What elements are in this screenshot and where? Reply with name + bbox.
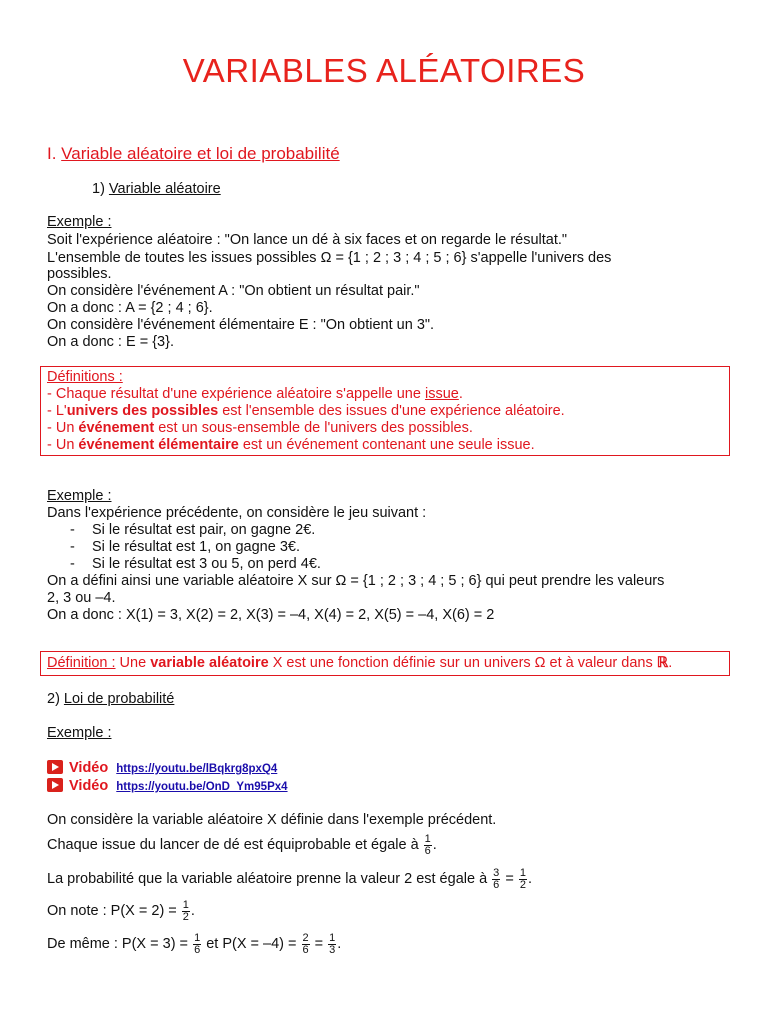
example-line: On considère l'événement élémentaire E : "On obtient un 3". bbox=[47, 317, 435, 333]
definition-evenement bbox=[47, 420, 473, 437]
example-label: Exemple : bbox=[47, 725, 112, 741]
video-label: Vidéo bbox=[69, 760, 109, 776]
denominator: 2 bbox=[182, 910, 189, 923]
denominator: 6 bbox=[302, 943, 309, 956]
definition-evenement-elementaire bbox=[47, 437, 535, 454]
prob-text: . bbox=[432, 837, 437, 853]
denominator: 6 bbox=[424, 844, 431, 857]
fraction bbox=[492, 868, 500, 891]
list-dash: - bbox=[70, 539, 75, 555]
definitions-label: Définitions : bbox=[47, 369, 123, 385]
numerator: 1 bbox=[519, 866, 526, 879]
list-item: Si le résultat est 1, on gagne 3€. bbox=[92, 539, 300, 555]
definition-univers bbox=[47, 403, 565, 420]
numerator: 2 bbox=[302, 931, 309, 944]
example-line: On a donc : X(1) = 3, X(2) = 2, X(3) = –4, X(4) = 2, X(5) = –4, X(6) = 2 bbox=[47, 607, 495, 623]
fraction bbox=[328, 933, 336, 956]
subsection-heading-1 bbox=[92, 181, 221, 198]
play-icon bbox=[47, 760, 63, 774]
example-line: 2, 3 ou –4. bbox=[47, 590, 116, 606]
prob-text: Chaque issue du lancer de dé est équiprobable et égale à bbox=[47, 837, 423, 853]
definition-text: - L' bbox=[47, 403, 67, 419]
prob-line: On considère la variable aléatoire X définie dans l'exemple précédent. bbox=[47, 812, 497, 828]
video-link-row bbox=[47, 760, 277, 778]
section-number: I. bbox=[47, 144, 62, 163]
real-numbers-symbol: ℝ bbox=[656, 655, 669, 671]
prob-line bbox=[47, 830, 437, 860]
definition-text: est un événement contenant une seule issue. bbox=[238, 437, 535, 453]
example-line: L'ensemble de toutes les issues possibles Ω = {1 ; 2 ; 3 ; 4 ; 5 ; 6} s'appelle l'univers des bbox=[47, 250, 612, 266]
fraction bbox=[193, 933, 201, 956]
video-link[interactable]: https://youtu.be/lBqkrg8pxQ4 bbox=[116, 763, 278, 775]
example-line: On a défini ainsi une variable aléatoire X sur Ω = {1 ; 2 ; 3 ; 4 ; 5 ; 6} qui peut prendre les valeurs bbox=[47, 573, 665, 589]
equals-sign: = bbox=[314, 936, 324, 952]
list-dash: - bbox=[70, 556, 75, 572]
definition-text: est l'ensemble des issues d'une expérience aléatoire. bbox=[218, 403, 565, 419]
prob-text: . bbox=[527, 871, 532, 887]
section-title: Variable aléatoire et loi de probabilité bbox=[61, 144, 340, 163]
definition-label: Définition : bbox=[47, 655, 116, 671]
subsection-number: 1) bbox=[92, 181, 109, 197]
numerator: 1 bbox=[194, 931, 201, 944]
definition-text: - Un bbox=[47, 437, 79, 453]
list-item: Si le résultat est 3 ou 5, on perd 4€. bbox=[92, 556, 321, 572]
definition-term: événement bbox=[78, 420, 155, 436]
fraction bbox=[302, 933, 310, 956]
denominator: 2 bbox=[519, 878, 526, 891]
example-label: Exemple : bbox=[47, 488, 112, 504]
definition-term: univers des possibles bbox=[66, 403, 219, 419]
numerator: 1 bbox=[329, 931, 336, 944]
prob-line bbox=[47, 929, 341, 959]
definition-issue bbox=[47, 386, 463, 403]
prob-text: et P(X = –4) = bbox=[202, 936, 301, 952]
list-dash: - bbox=[70, 522, 75, 538]
subsection-title: Loi de probabilité bbox=[63, 691, 175, 707]
video-label: Vidéo bbox=[69, 778, 109, 794]
subsection-heading-2 bbox=[47, 691, 174, 708]
example-label: Exemple : bbox=[47, 214, 112, 230]
example-intro: Dans l'expérience précédente, on considère le jeu suivant : bbox=[47, 505, 427, 521]
denominator: 6 bbox=[194, 943, 201, 956]
numerator: 1 bbox=[182, 898, 189, 911]
definition-text: est un sous-ensemble de l'univers des possibles. bbox=[154, 420, 473, 436]
equals-sign: = bbox=[505, 871, 514, 887]
definition-term: variable aléatoire bbox=[150, 655, 269, 671]
definition-term: issue bbox=[424, 386, 459, 402]
definition-text: Une bbox=[115, 655, 151, 671]
video-link[interactable]: https://youtu.be/OnD_Ym95Px4 bbox=[116, 781, 288, 793]
denominator: 6 bbox=[493, 878, 500, 891]
prob-text: . bbox=[337, 936, 342, 952]
example-line: On a donc : A = {2 ; 4 ; 6}. bbox=[47, 300, 213, 316]
definition-variable-aleatoire bbox=[47, 655, 672, 672]
prob-text: La probabilité que la variable aléatoire prenne la valeur 2 est égale à bbox=[47, 871, 492, 887]
denominator: 3 bbox=[329, 943, 336, 956]
list-item: Si le résultat est pair, on gagne 2€. bbox=[92, 522, 316, 538]
numerator: 3 bbox=[493, 866, 500, 879]
prob-line bbox=[47, 864, 532, 894]
prob-text: . bbox=[190, 903, 195, 919]
definition-text: . bbox=[458, 386, 463, 402]
page-title: VARIABLES ALÉATOIRES bbox=[182, 52, 586, 89]
subsection-number: 2) bbox=[47, 691, 64, 707]
prob-text: On note : P(X = 2) = bbox=[47, 903, 181, 919]
example-line: possibles. bbox=[47, 266, 112, 282]
definition-text: - Un bbox=[47, 420, 79, 436]
example-line: Soit l'expérience aléatoire : "On lance un dé à six faces et on regarde le résultat." bbox=[47, 232, 568, 248]
definition-text: X est une fonction définie sur un univers Ω et à valeur dans bbox=[268, 655, 657, 671]
definition-text: - Chaque résultat d'une expérience aléatoire s'appelle une bbox=[47, 386, 425, 402]
subsection-title: Variable aléatoire bbox=[108, 181, 221, 197]
definition-text: . bbox=[668, 655, 673, 671]
numerator: 1 bbox=[424, 832, 431, 845]
video-link-row bbox=[47, 778, 288, 796]
prob-text: De même : P(X = 3) = bbox=[47, 936, 193, 952]
play-icon bbox=[47, 778, 63, 792]
fraction bbox=[182, 900, 190, 923]
example-line: On considère l'événement A : "On obtient un résultat pair." bbox=[47, 283, 420, 299]
fraction bbox=[424, 834, 432, 857]
prob-line bbox=[47, 896, 195, 926]
example-line: On a donc : E = {3}. bbox=[47, 334, 174, 350]
fraction bbox=[519, 868, 527, 891]
definition-term: événement élémentaire bbox=[78, 437, 239, 453]
section-heading-1 bbox=[47, 144, 340, 164]
